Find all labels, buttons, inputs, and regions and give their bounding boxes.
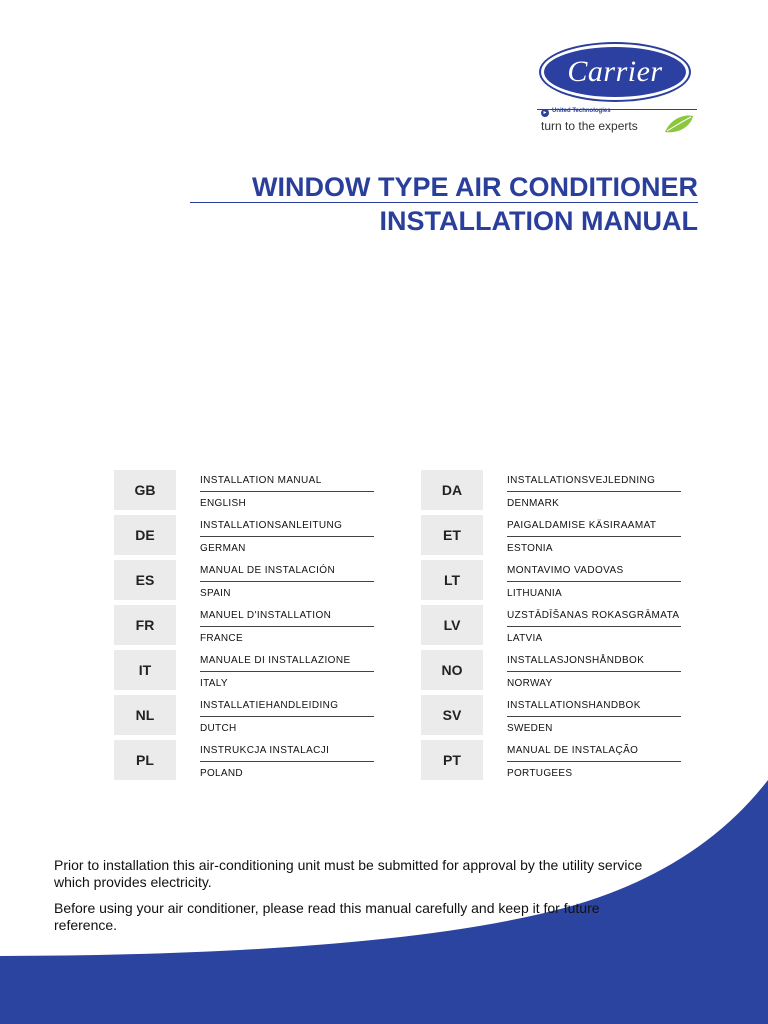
language-code: IT (114, 650, 176, 690)
manual-title: INSTALLATIONSVEJLEDNING (507, 475, 656, 486)
country-name: ITALY (200, 678, 228, 689)
language-code: PL (114, 740, 176, 780)
manual-title: INSTALLASJONSHÅNDBOK (507, 655, 645, 666)
manual-title: MANUAL DE INSTALAÇÃO (507, 745, 639, 756)
language-code: ET (421, 515, 483, 555)
language-entry-fr (114, 605, 376, 645)
language-entry-pt (421, 740, 683, 780)
language-code: DE (114, 515, 176, 555)
language-entry-de (114, 515, 376, 555)
manual-title: INSTRUKCJA INSTALACJI (200, 745, 330, 756)
utc-badge-icon: ▸ (541, 109, 549, 117)
language-code: NO (421, 650, 483, 690)
language-code: NL (114, 695, 176, 735)
language-code: FR (114, 605, 176, 645)
note-read-manual: Before using your air conditioner, please read this manual carefully and keep it for future reference. (54, 900, 600, 933)
language-entry-sv (421, 695, 683, 735)
language-entry-it (114, 650, 376, 690)
manual-title: PAIGALDAMISE KÄSIRAAMAT (507, 520, 657, 531)
country-name: GERMAN (200, 543, 246, 554)
language-entry-es (114, 560, 376, 600)
language-code: ES (114, 560, 176, 600)
language-code: SV (421, 695, 483, 735)
title-line-2: INSTALLATION MANUAL (379, 206, 698, 236)
country-name: NORWAY (507, 678, 553, 689)
note-approval: Prior to installation this air-conditioning unit must be submitted for approval by the utility service which provides electricity. (54, 857, 643, 890)
language-entry-nl (114, 695, 376, 735)
language-code: DA (421, 470, 483, 510)
language-entry-da (421, 470, 683, 510)
installation-notes (54, 857, 654, 943)
language-entry-gb (114, 470, 376, 510)
manual-title: INSTALLATIEHANDLEIDING (200, 700, 339, 711)
title-line-1: WINDOW TYPE AIR CONDITIONER (252, 172, 698, 202)
language-entry-pl (114, 740, 376, 780)
language-code: GB (114, 470, 176, 510)
language-entry-lt (421, 560, 683, 600)
tagline: turn to the experts (541, 119, 638, 133)
country-name: LATVIA (507, 633, 543, 644)
language-code: LV (421, 605, 483, 645)
manual-title: MANUAL DE INSTALACIÓN (200, 565, 336, 576)
manual-title: MANUEL D'INSTALLATION (200, 610, 332, 621)
manual-title: INSTALLATIONSHANDBOK (507, 700, 641, 711)
country-name: DENMARK (507, 498, 560, 509)
language-entry-lv (421, 605, 683, 645)
country-name: SPAIN (200, 588, 231, 599)
language-code: PT (421, 740, 483, 780)
country-name: DUTCH (200, 723, 237, 734)
manual-title: MANUALE DI INSTALLAZIONE (200, 655, 351, 666)
manual-title: INSTALLATION MANUAL (200, 475, 322, 486)
language-entry-no (421, 650, 683, 690)
language-code: LT (421, 560, 483, 600)
manual-title: MONTAVIMO VADOVAS (507, 565, 624, 576)
parent-company: United Technologies (552, 108, 611, 114)
language-entry-et (421, 515, 683, 555)
country-name: ENGLISH (200, 498, 247, 509)
country-name: PORTUGEES (507, 768, 573, 779)
country-name: LITHUANIA (507, 588, 562, 599)
country-name: ESTONIA (507, 543, 553, 554)
manual-title: INSTALLATIONSANLEITUNG (200, 520, 343, 531)
manual-title: UZSTĀDĪŠANAS ROKASGRĀMATA (507, 610, 680, 621)
country-name: SWEDEN (507, 723, 553, 734)
country-name: FRANCE (200, 633, 243, 644)
logo-wordmark: Carrier (567, 55, 663, 88)
country-name: POLAND (200, 768, 243, 779)
